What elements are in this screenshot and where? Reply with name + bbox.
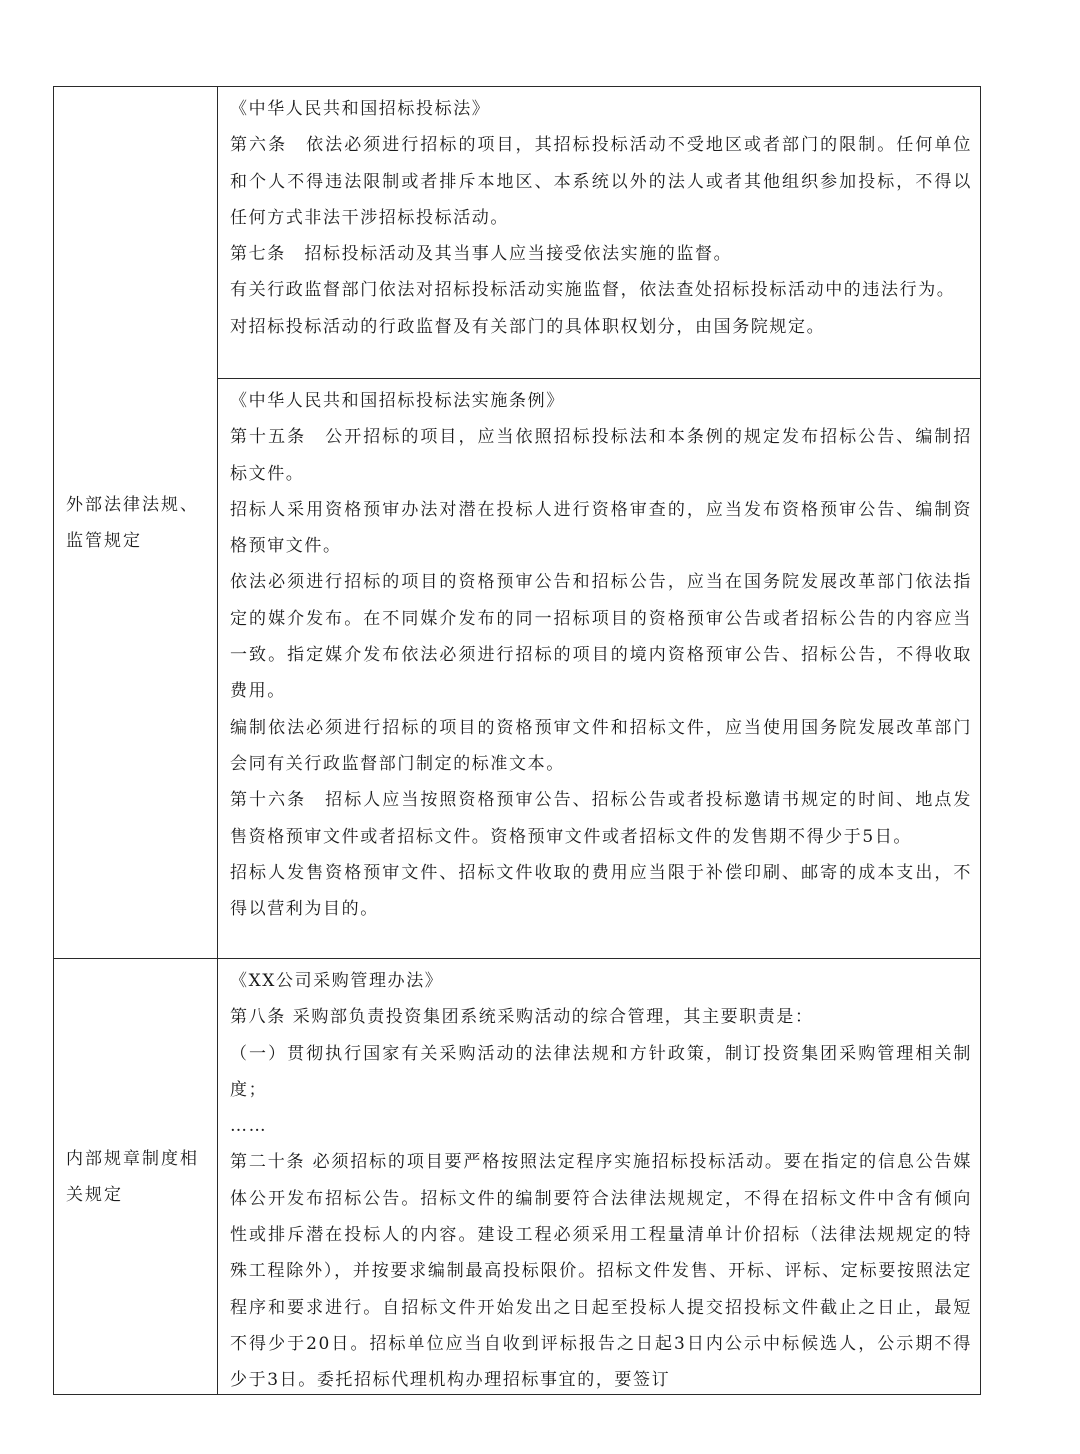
- article-paragraph: 对招标投标活动的行政监督及有关部门的具体职权划分，由国务院规定。: [230, 316, 826, 337]
- category-cell-external: [54, 87, 218, 959]
- article-paragraph: 有关行政监督部门依法对招标投标活动实施监督，依法查处招标投标活动中的违法行为。: [230, 280, 956, 301]
- law-title: 《中华人民共和国招标投标法》: [230, 99, 491, 119]
- content-cell-internal-rules: [218, 959, 981, 1395]
- article-paragraph: 招标人采用资格预审办法对潜在投标人进行资格审查的，应当发布资格预审公告、编制资格预审文件。: [230, 499, 972, 557]
- table-row: [54, 87, 981, 379]
- content-cell-bidding-law: [218, 87, 981, 379]
- article-paragraph: 第十六条 招标人应当按照资格预审公告、招标公告或者投标邀请书规定的时间、地点发售资格预审文件或者招标文件。资格预审文件或者招标文件的发售期不得少于5日。: [230, 790, 972, 847]
- article-paragraph: 招标人发售资格预审文件、招标文件收取的费用应当限于补偿印刷、邮寄的成本支出，不得以营利为目的。: [230, 862, 972, 920]
- article-paragraph: 依法必须进行招标的项目的资格预审公告和招标公告，应当在国务院发展改革部门依法指定的媒介发布。在不同媒介发布的同一招标项目的资格预审公告或者招标公告的内容应当一致。指定媒介发布依法必须进行招标的项目的境内资格预审公告、招标公告，不得收取费用。: [230, 572, 972, 702]
- article-paragraph: 第十五条 公开招标的项目，应当依照招标投标法和本条例的规定发布招标公告、编制招标文件。: [230, 427, 972, 484]
- article-paragraph: 第八条 采购部负责投资集团系统采购活动的综合管理，其主要职责是：: [230, 1007, 814, 1028]
- category-label: 外部法律法规、监管规定: [66, 494, 199, 551]
- rule-title: 《XX公司采购管理办法》: [230, 971, 444, 991]
- regulation-table: [53, 86, 981, 1395]
- law-title: 《中华人民共和国招标投标法实施条例》: [230, 391, 565, 411]
- article-paragraph: （一）贯彻执行国家有关采购活动的法律法规和方针政策，制订投资集团采购管理相关制度；: [230, 1043, 972, 1100]
- article-paragraph: 编制依法必须进行招标的项目的资格预审文件和招标文件，应当使用国务院发展改革部门会同有关行政监督部门制定的标准文本。: [230, 717, 972, 774]
- category-label: 内部规章制度相关规定: [66, 1148, 199, 1205]
- category-cell-internal: [54, 959, 218, 1395]
- content-cell-implementation-regulations: [218, 379, 981, 959]
- ellipsis: ……: [230, 1116, 268, 1137]
- article-paragraph: 第七条 招标投标活动及其当事人应当接受依法实施的监督。: [230, 244, 733, 265]
- article-paragraph: 第二十条 必须招标的项目要严格按照法定程序实施招标投标活动。要在指定的信息公告媒体公开发布招标公告。招标文件的编制要符合法律法规规定，不得在招标文件中含有倾向性或排斥潜在投标人的内容。建设工程必须采用工程量清单计价招标（法律法规规定的特殊工程除外），并按要求编制最高投标限价。招标文件发售、开标、评标、定标要按照法定程序和要求进行。自招标文件开始发出之日起至投标人提交招投标文件截止之日止，最短不得少于20日。招标单位应当自收到评标报告之日起3日内公示中标候选人，公示期不得少于3日。委托招标代理机构办理招标事宜的，要签订: [230, 1152, 972, 1391]
- article-paragraph: 第六条 依法必须进行招标的项目，其招标投标活动不受地区或者部门的限制。任何单位和个人不得违法限制或者排斥本地区、本系统以外的法人或者其他组织参加投标，不得以任何方式非法干涉招标投标活动。: [230, 135, 972, 228]
- table-row: [54, 959, 981, 1395]
